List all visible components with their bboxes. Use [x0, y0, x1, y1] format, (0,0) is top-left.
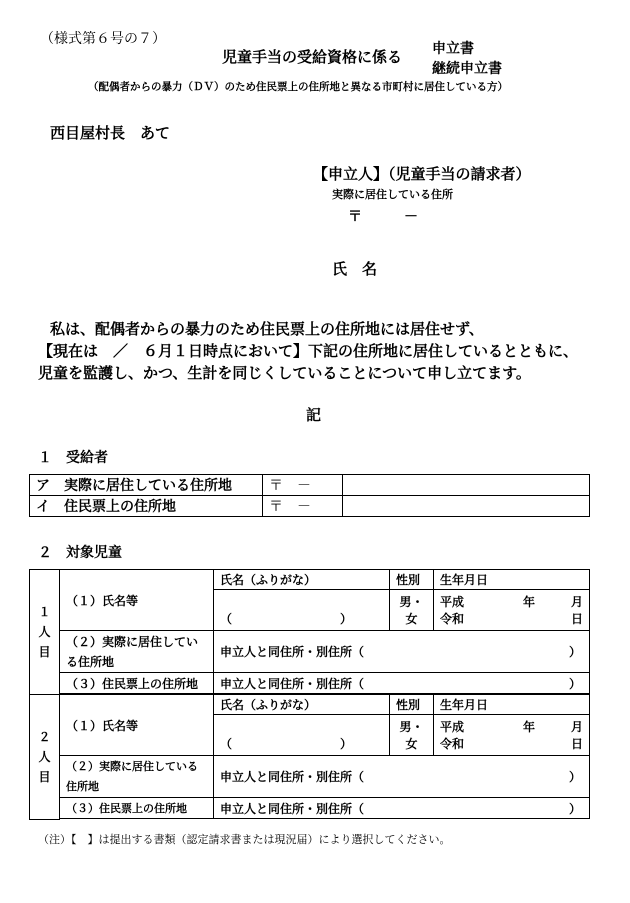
recipient-actual-postal: 〒 －	[263, 475, 343, 496]
child1-sex-header: 性別	[390, 570, 434, 590]
child1-address-label: （２）実際に居住してい る住所地	[60, 631, 214, 673]
child2-name-label: （１）氏名等	[60, 695, 214, 756]
child1-name-label: （１）氏名等	[60, 570, 214, 631]
child2-index: ２ 人 目	[30, 695, 60, 820]
child1-name-header: 氏名（ふりがな）	[214, 570, 390, 590]
child2-registered-value	[214, 798, 590, 819]
child1-era-heisei: 平成	[440, 595, 465, 609]
recipient-registered-postal: 〒 －	[263, 496, 343, 517]
recipient-row-actual	[30, 475, 590, 496]
child1-address-text: 申立人と同住所・別住所（	[220, 645, 365, 659]
form-number: （様式第６号の７）	[40, 31, 166, 47]
recipient-table	[29, 474, 590, 517]
child2-name-header: 氏名（ふりがな）	[214, 695, 390, 715]
child2-dob-header: 生年月日	[434, 695, 590, 715]
form-type-application: 申立書	[432, 41, 474, 57]
recipient-actual-address	[343, 475, 590, 496]
child1-dob: 年 月 日	[472, 590, 590, 631]
child1-index: １ 人 目	[30, 570, 60, 695]
applicant-address-label: 実際に居住している住所	[332, 188, 453, 201]
child1-dob-header: 生年月日	[434, 570, 590, 590]
statement-line-2: 【現在は ／ ６月１日時点において】下記の住所地に居住しているとともに、	[38, 342, 579, 360]
child2-address-close: ）	[568, 770, 581, 784]
applicant-name-label: 氏 名	[332, 260, 378, 278]
child1-address-value	[214, 631, 590, 673]
child2-sex: 男・女	[390, 715, 434, 756]
child1-furigana: （ ）	[214, 590, 390, 631]
form-subtitle: （配偶者からの暴力（ＤＶ）のため住民票上の住所地と異なる市町村に居住している方）	[88, 81, 508, 93]
child2-address-text: 申立人と同住所・別住所（	[220, 770, 365, 784]
child2-address-value	[214, 756, 590, 798]
child2-registered-close: ）	[568, 801, 581, 816]
statement-line-3: 児童を監護し、かつ、生計を同じくしていることについて申し立てます。	[38, 364, 531, 382]
addressee: 西目屋村長 あて	[50, 124, 171, 142]
footnote: （注）【 】は提出する書類（認定請求書または現況届）により選択してください。	[38, 833, 451, 846]
ki-heading: 記	[306, 406, 322, 424]
child2-era	[434, 715, 472, 756]
children-table	[29, 569, 620, 820]
child1-era-reiwa: 令和	[440, 612, 465, 626]
child2-registered-text: 申立人と同住所・別住所（	[220, 801, 365, 816]
child2-era-heisei: 平成	[440, 720, 465, 734]
child1-registered-text: 申立人と同住所・別住所（	[220, 676, 365, 691]
child2-furigana: （ ）	[214, 715, 390, 756]
recipient-registered-label: イ 住民票上の住所地	[30, 496, 263, 517]
section1-heading: １ 受給者	[38, 450, 108, 466]
child1-registered-close: ）	[568, 676, 581, 691]
applicant-heading: 【申立人】（児童手当の請求者）	[313, 165, 531, 183]
child1-registered-value	[214, 673, 590, 694]
child1-sex: 男・女	[390, 590, 434, 631]
child2-sex-header: 性別	[390, 695, 434, 715]
recipient-row-registered	[30, 496, 590, 517]
statement-line-1: 私は、配偶者からの暴力のため住民票上の住所地には居住せず、	[50, 320, 484, 338]
section2-heading: ２ 対象児童	[38, 545, 122, 561]
child1-era	[434, 590, 472, 631]
recipient-registered-address	[343, 496, 590, 517]
child1-address-close: ）	[568, 645, 581, 659]
form-title: 児童手当の受給資格に係る	[222, 48, 403, 66]
child2-address-label: （２）実際に居住している 住所地	[60, 756, 214, 798]
child2-era-reiwa: 令和	[440, 737, 465, 751]
recipient-actual-label: ア 実際に居住している住所地	[30, 475, 263, 496]
child2-registered-label: （３）住民票上の住所地	[60, 798, 214, 819]
child1-registered-label: （３）住民票上の住所地	[60, 673, 214, 694]
applicant-postal: 〒 －	[348, 209, 418, 225]
form-type-continuation: 継続申立書	[432, 61, 502, 77]
child2-dob: 年 月 日	[472, 715, 590, 756]
